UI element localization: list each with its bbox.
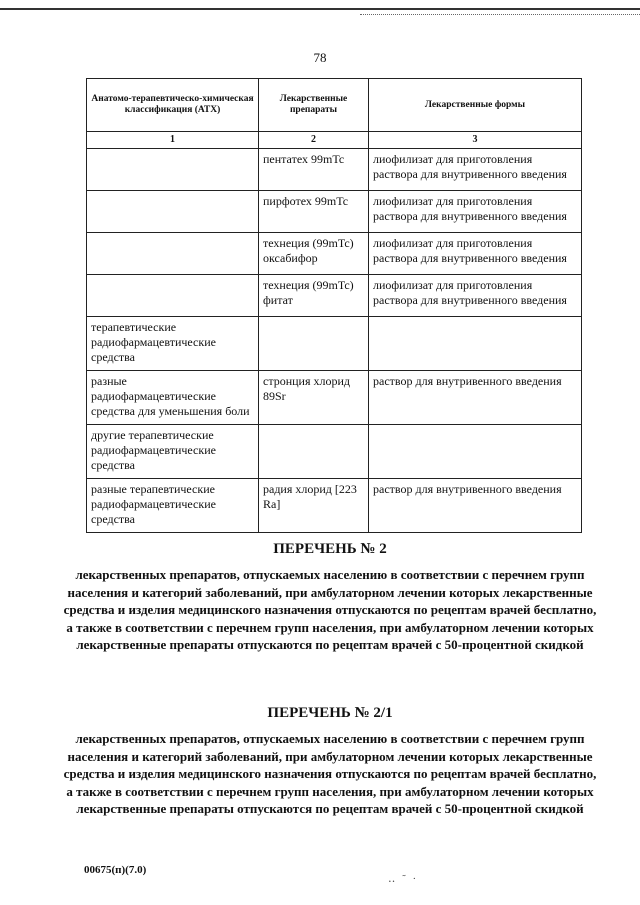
form-cell bbox=[369, 425, 582, 479]
table-row bbox=[87, 425, 582, 479]
atx-cell bbox=[87, 149, 259, 191]
list-2-1-description: лекарственных препаратов, отпускаемых населению в соответствии с перечнем групп населения и категорий заболеваний, при амбулаторном лечении которых лекарственные средства и изделия медицинского назначения отпускаются по рецептам врачей бесплатно, а также в соответствии с перечнем групп населения, при амбулаторном лечении которых лекарственные препараты отпускаются по рецептам врачей с 50-процентной скидкой bbox=[63, 731, 597, 816]
form-cell: раствор для внутривенного введения bbox=[369, 479, 582, 533]
page-number: 78 bbox=[313, 50, 327, 65]
drug-cell: пирфотех 99mTc bbox=[259, 191, 369, 233]
scan-marks: ‥ ˜ · bbox=[388, 873, 419, 885]
drug-cell: технеция (99mTc) фитат bbox=[259, 275, 369, 317]
column-number-row bbox=[87, 132, 582, 149]
list-2-description: лекарственных препаратов, отпускаемых населению в соответствии с перечнем групп населения и категорий заболеваний, при амбулаторном лечении которых лекарственные средства и изделия медицинского назначения отпускаются по рецептам врачей бесплатно, а также в соответствии с перечнем групп населения, при амбулаторном лечении которых лекарственные препараты отпускаются по рецептам врачей с 50-процентной скидкой bbox=[63, 567, 597, 652]
table-header-row bbox=[87, 79, 582, 132]
table-row bbox=[87, 371, 582, 425]
drug-cell bbox=[259, 425, 369, 479]
drug-table bbox=[86, 78, 582, 533]
list-2-1-title: ПЕРЕЧЕНЬ № 2/1 bbox=[267, 705, 393, 721]
top-rule bbox=[0, 8, 640, 10]
drug-cell: стронция хлорид 89Sr bbox=[259, 371, 369, 425]
drug-cell: пентатех 99mTc bbox=[259, 149, 369, 191]
document-code: 00675(п)(7.0) bbox=[84, 864, 147, 876]
column-number: 2 bbox=[259, 132, 369, 149]
header-atx: Анатомо-терапевтическо-химическая классификация (АТХ) bbox=[87, 79, 259, 132]
atx-cell: разные радиофармацевтические средства для уменьшения боли bbox=[87, 371, 259, 425]
atx-cell: терапевтические радиофармацевтические средства bbox=[87, 317, 259, 371]
header-drugs: Лекарственные препараты bbox=[259, 79, 369, 132]
form-cell: лиофилизат для приготовления раствора для внутривенного введения bbox=[369, 275, 582, 317]
form-cell: лиофилизат для приготовления раствора для внутривенного введения bbox=[369, 191, 582, 233]
table-row bbox=[87, 275, 582, 317]
atx-cell bbox=[87, 233, 259, 275]
table-row bbox=[87, 317, 582, 371]
header-forms: Лекарственные формы bbox=[369, 79, 582, 132]
table-row bbox=[87, 233, 582, 275]
table-row bbox=[87, 149, 582, 191]
table-row bbox=[87, 191, 582, 233]
top-dotted-rule bbox=[360, 14, 640, 15]
atx-cell: другие терапевтические радиофармацевтические средства bbox=[87, 425, 259, 479]
atx-cell bbox=[87, 275, 259, 317]
atx-cell bbox=[87, 191, 259, 233]
drug-cell: технеция (99mTc) оксабифор bbox=[259, 233, 369, 275]
atx-cell: разные терапевтические радиофармацевтические средства bbox=[87, 479, 259, 533]
table-row bbox=[87, 479, 582, 533]
list-2-title: ПЕРЕЧЕНЬ № 2 bbox=[273, 541, 387, 557]
form-cell: лиофилизат для приготовления раствора для внутривенного введения bbox=[369, 233, 582, 275]
column-number: 3 bbox=[369, 132, 582, 149]
form-cell: раствор для внутривенного введения bbox=[369, 371, 582, 425]
form-cell bbox=[369, 317, 582, 371]
drug-cell bbox=[259, 317, 369, 371]
form-cell: лиофилизат для приготовления раствора для внутривенного введения bbox=[369, 149, 582, 191]
drug-cell: радия хлорид [223 Ra] bbox=[259, 479, 369, 533]
column-number: 1 bbox=[87, 132, 259, 149]
